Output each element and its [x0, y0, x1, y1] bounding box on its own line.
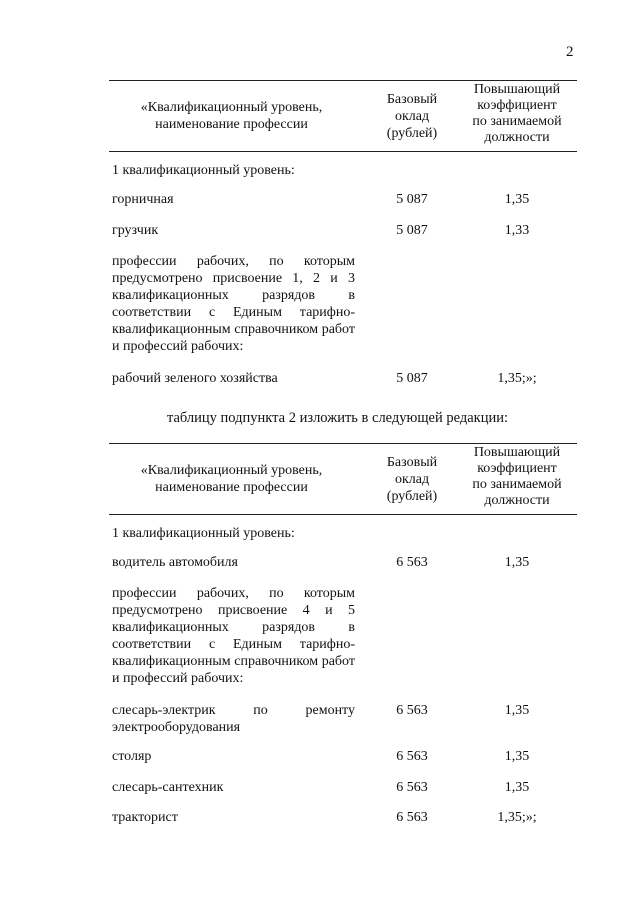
- header-coef-line: Повышающий: [473, 445, 561, 460]
- header-salary-line: (рублей): [386, 126, 438, 141]
- base-salary: 5 087: [396, 192, 428, 207]
- profession-group-description: профессии рабочих, по которым предусмотрено присвоение 1, 2 и 3 квалификационных разрядов в соответствии с Единым тарифно-квалификационным справочником работ и профессий рабочих:: [112, 254, 355, 354]
- table-header-rule: [109, 514, 577, 515]
- raise-coefficient: 1,35: [504, 192, 530, 207]
- header-coef-cell: [457, 445, 577, 509]
- profession-name: слесарь-электрик по ремонту электрооборудования: [112, 703, 355, 735]
- profession-group-description: профессии рабочих, по которым предусмотрено присвоение 4 и 5 квалификационных разрядов в соответствии с Единым тарифно-квалификационным справочником работ и профессий рабочих:: [112, 586, 355, 686]
- header-coef-line: коэффициент: [477, 461, 557, 476]
- header-coef-line: по занимаемой: [472, 114, 562, 129]
- header-name-line: наименование профессии: [155, 480, 308, 495]
- header-name-line: «Квалификационный уровень,: [140, 100, 323, 115]
- header-coef-cell: [457, 82, 577, 146]
- table-header-rule: [109, 151, 577, 152]
- header-salary-cell: [372, 454, 452, 505]
- header-salary-line: оклад: [394, 472, 430, 487]
- header-name-cell: [109, 99, 354, 133]
- header-coef-line: Повышающий: [473, 82, 561, 97]
- raise-coefficient: 1,35: [504, 749, 530, 764]
- header-salary-cell: [372, 91, 452, 142]
- base-salary: 5 087: [396, 371, 428, 386]
- raise-coefficient: 1,35: [504, 555, 530, 570]
- base-salary: 6 563: [396, 555, 428, 570]
- profession-name: 1 квалификационный уровень:: [112, 526, 295, 541]
- header-salary-line: оклад: [394, 109, 430, 124]
- base-salary: 6 563: [396, 780, 428, 795]
- base-salary: 6 563: [396, 703, 428, 718]
- amendment-instruction-text: таблицу подпункта 2 изложить в следующей редакции:: [166, 410, 509, 426]
- profession-name: 1 квалификационный уровень:: [112, 163, 295, 178]
- profession-name: водитель автомобиля: [112, 555, 238, 570]
- profession-name: горничная: [112, 192, 174, 207]
- header-coef-line: должности: [484, 493, 550, 508]
- header-coef-line: по занимаемой: [472, 477, 562, 492]
- header-salary-line: (рублей): [386, 489, 438, 504]
- header-salary-line: Базовый: [386, 92, 438, 107]
- header-name-line: «Квалификационный уровень,: [140, 463, 323, 478]
- header-name-cell: [109, 462, 354, 496]
- base-salary: 5 087: [396, 223, 428, 238]
- raise-coefficient: 1,35: [504, 703, 530, 718]
- header-coef-line: коэффициент: [477, 98, 557, 113]
- raise-coefficient: 1,33: [504, 223, 530, 238]
- profession-name: слесарь-сантехник: [112, 780, 224, 795]
- raise-coefficient: 1,35;»;: [497, 810, 537, 825]
- profession-name: рабочий зеленого хозяйства: [112, 371, 278, 386]
- raise-coefficient: 1,35: [504, 780, 530, 795]
- raise-coefficient: 1,35;»;: [497, 371, 537, 386]
- base-salary: 6 563: [396, 749, 428, 764]
- table-top-rule: [109, 80, 577, 81]
- table-top-rule: [109, 443, 577, 444]
- header-coef-line: должности: [484, 130, 550, 145]
- page-number: 2: [566, 44, 574, 60]
- base-salary: 6 563: [396, 810, 428, 825]
- profession-name: тракторист: [112, 810, 178, 825]
- profession-name: грузчик: [112, 223, 159, 238]
- profession-name: столяр: [112, 749, 152, 764]
- header-salary-line: Базовый: [386, 455, 438, 470]
- amendment-instruction: [0, 410, 639, 427]
- header-name-line: наименование профессии: [155, 117, 308, 132]
